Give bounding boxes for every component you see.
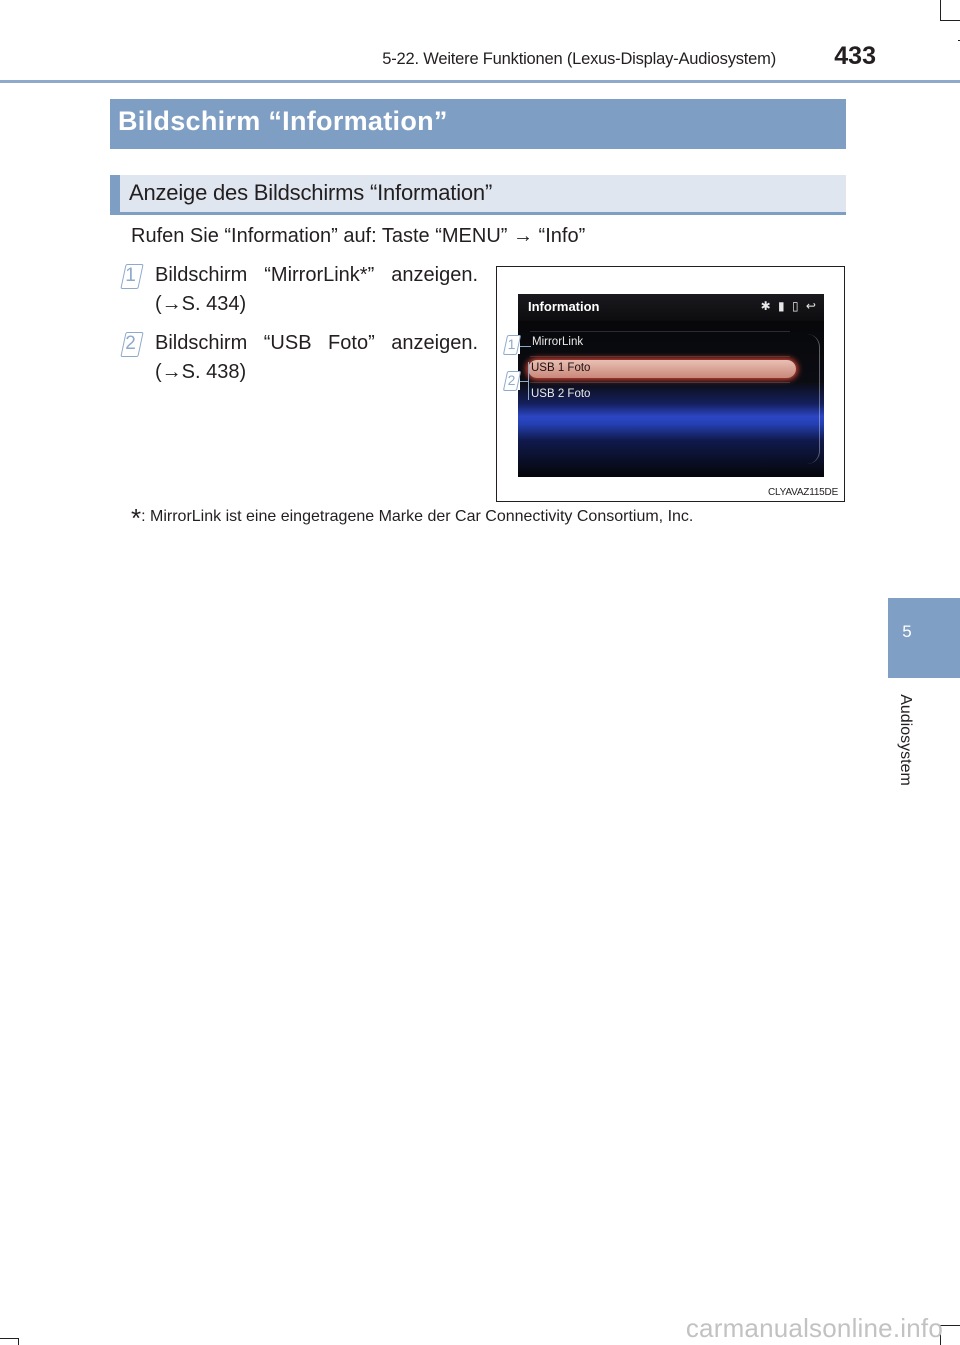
crop-mark (940, 20, 960, 21)
callout-2: 2 (503, 371, 520, 390)
item-line: Bildschirm “USB Foto” anzeigen. (155, 332, 478, 354)
subheading: Anzeige des Bildschirms “Information” (129, 180, 493, 205)
footnote-text: : MirrorLink ist eine eingetragene Marke der Car Connectivity Consortium, Inc. (141, 508, 694, 525)
screen-title: Information (528, 299, 600, 314)
page-number: 433 (834, 42, 876, 70)
row-separator (530, 356, 790, 357)
crop-mark (0, 1338, 18, 1339)
subheading-rule (110, 212, 846, 215)
item-text (155, 261, 478, 290)
page-title: Bildschirm “Information” (118, 106, 448, 136)
callout-1: 1 (503, 335, 520, 354)
crop-mark (940, 1325, 960, 1326)
figure-code: CLYAVAZ115DE (768, 487, 839, 498)
item-text (155, 329, 478, 358)
menu-row-mirrorlink[interactable]: MirrorLink (532, 336, 584, 348)
status-icons: ✱ ▮ ▯ ↩ (760, 299, 818, 313)
intro-text: Rufen Sie “Information” auf: Taste “MENU” → “Info” (131, 225, 586, 247)
scroll-arc (807, 334, 820, 464)
subheading-accent (110, 175, 120, 215)
item-number-badge: 2 (120, 332, 141, 356)
item-number-badge: 1 (120, 264, 141, 288)
item-reference: (→S. 438) (155, 361, 247, 383)
crop-mark (940, 0, 941, 20)
item-reference: (→S. 434) (155, 293, 247, 315)
chapter-number: 5 (902, 622, 912, 641)
item-line: Bildschirm “MirrorLink*” anzeigen. (155, 264, 478, 286)
menu-row-usb2-foto[interactable]: USB 2 Foto (531, 388, 591, 400)
footnote (131, 505, 693, 531)
callout-leader (528, 362, 529, 400)
chapter-label: Audiosystem (897, 694, 914, 786)
footnote-marker: * (131, 503, 142, 533)
display-screenshot (518, 294, 824, 477)
row-separator (530, 331, 790, 332)
row-separator (530, 382, 790, 383)
header-rule (0, 80, 960, 83)
crop-mark (18, 1338, 19, 1345)
menu-row-usb1-foto[interactable]: USB 1 Foto (531, 362, 591, 374)
watermark: carmanualsonline.info (685, 1313, 943, 1343)
running-header-section: 5-22. Weitere Funktionen (Lexus-Display-Audiosystem) (382, 50, 776, 68)
